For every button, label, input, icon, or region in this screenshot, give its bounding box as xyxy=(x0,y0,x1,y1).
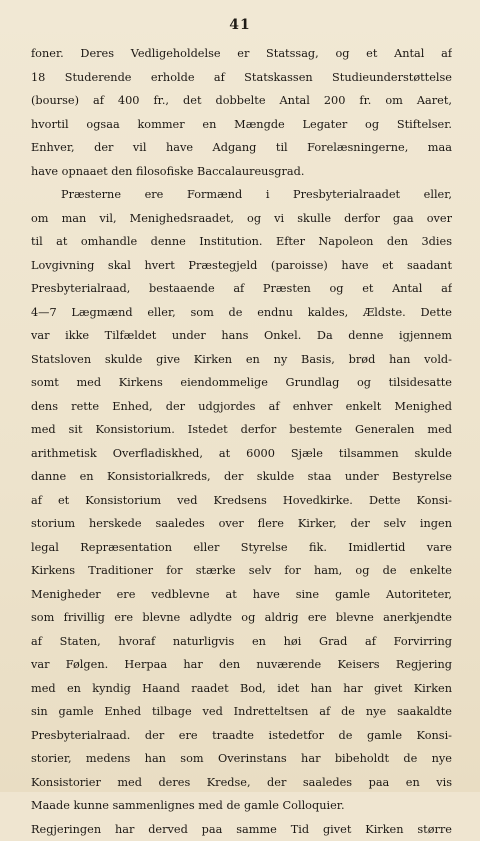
text-line: som frivillig ere blevne adlydte og aldrig ere blevne anerkjendte xyxy=(31,606,452,630)
text-line: Statsloven skulde give Kirken en ny Basis, brød han vold- xyxy=(31,348,452,372)
text-line: sin gamle Enhed tilbage ved Indretteltsen af de nye saakaldte xyxy=(31,700,452,724)
text-line: om man vil, Menighedsraadet, og vi skulle derfor gaa over xyxy=(31,207,452,231)
text-line: Menigheder ere vedblevne at have sine gamle Autoriteter, xyxy=(31,583,452,607)
text-line: Lovgivning skal hvert Præstegjeld (paroisse) have et saadant xyxy=(31,254,452,278)
text-line: storier, medens han som Overinstans har bibeholdt de nye xyxy=(31,747,452,771)
text-line: somt med Kirkens eiendommelige Grundlag og tilsidesatte xyxy=(31,371,452,395)
text-line: legal Repræsentation eller Styrelse fik. Imidlertid vare xyxy=(31,536,452,560)
text-line: have opnaaet den filosofiske Baccalaureusgrad. xyxy=(31,160,452,184)
text-line: Kirkens Traditioner for stærke selv for ham, og de enkelte xyxy=(31,559,452,583)
text-line: Presbyterialraad. der ere traadte istedetfor de gamle Konsi- xyxy=(31,724,452,748)
text-line: var Følgen. Herpaa har den nuværende Keisers Regjering xyxy=(31,653,452,677)
text-line: danne en Konsistorialkreds, der skulde staa under Bestyrelse xyxy=(31,465,452,489)
text-line: var ikke Tilfældet under hans Onkel. Da denne igjennem xyxy=(31,324,452,348)
text-line: hvortil ogsaa kommer en Mængde Legater og Stiftelser. xyxy=(31,113,452,137)
text-line: (bourse) af 400 fr., det dobbelte Antal 200 fr. om Aaret, xyxy=(31,89,452,113)
text-line: Enhver, der vil have Adgang til Forelæsningerne, maa xyxy=(31,136,452,160)
text-line: Præsterne ere Formænd i Presbyterialraadet eller, xyxy=(31,183,452,207)
text-line: Konsistorier med deres Kredse, der saaledes paa en vis xyxy=(31,771,452,795)
body-text xyxy=(31,42,452,841)
text-line: dens rette Enhed, der udgjordes af enhver enkelt Menighed xyxy=(31,395,452,419)
page-number: 41 xyxy=(0,17,480,33)
text-line: Presbyterialraad, bestaaende af Præsten og et Antal af xyxy=(31,277,452,301)
text-line: Maade kunne sammenlignes med de gamle Colloquier. xyxy=(31,794,452,818)
text-line: til at omhandle denne Institution. Efter Napoleon den 3dies xyxy=(31,230,452,254)
text-line: Regjeringen har derved paa samme Tid givet Kirken større xyxy=(31,818,452,841)
text-line: af et Konsistorium ved Kredsens Hovedkirke. Dette Konsi- xyxy=(31,489,452,513)
text-line: arithmetisk Overfladiskhed, at 6000 Sjæle tilsammen skulde xyxy=(31,442,452,466)
text-line: 4—7 Lægmænd eller, som de endnu kaldes, Ældste. Dette xyxy=(31,301,452,325)
text-line: foner. Deres Vedligeholdelse er Statssag, og et Antal af xyxy=(31,42,452,66)
text-line: med sit Konsistorium. Istedet derfor bestemte Generalen med xyxy=(31,418,452,442)
text-line: 18 Studerende erholde af Statskassen Studieunderstøttelse xyxy=(31,66,452,90)
text-line: storium herskede saaledes over flere Kirker, der selv ingen xyxy=(31,512,452,536)
text-line: af Staten, hvoraf naturligvis en høi Grad af Forvirring xyxy=(31,630,452,654)
text-line: med en kyndig Haand raadet Bod, idet han har givet Kirken xyxy=(31,677,452,701)
